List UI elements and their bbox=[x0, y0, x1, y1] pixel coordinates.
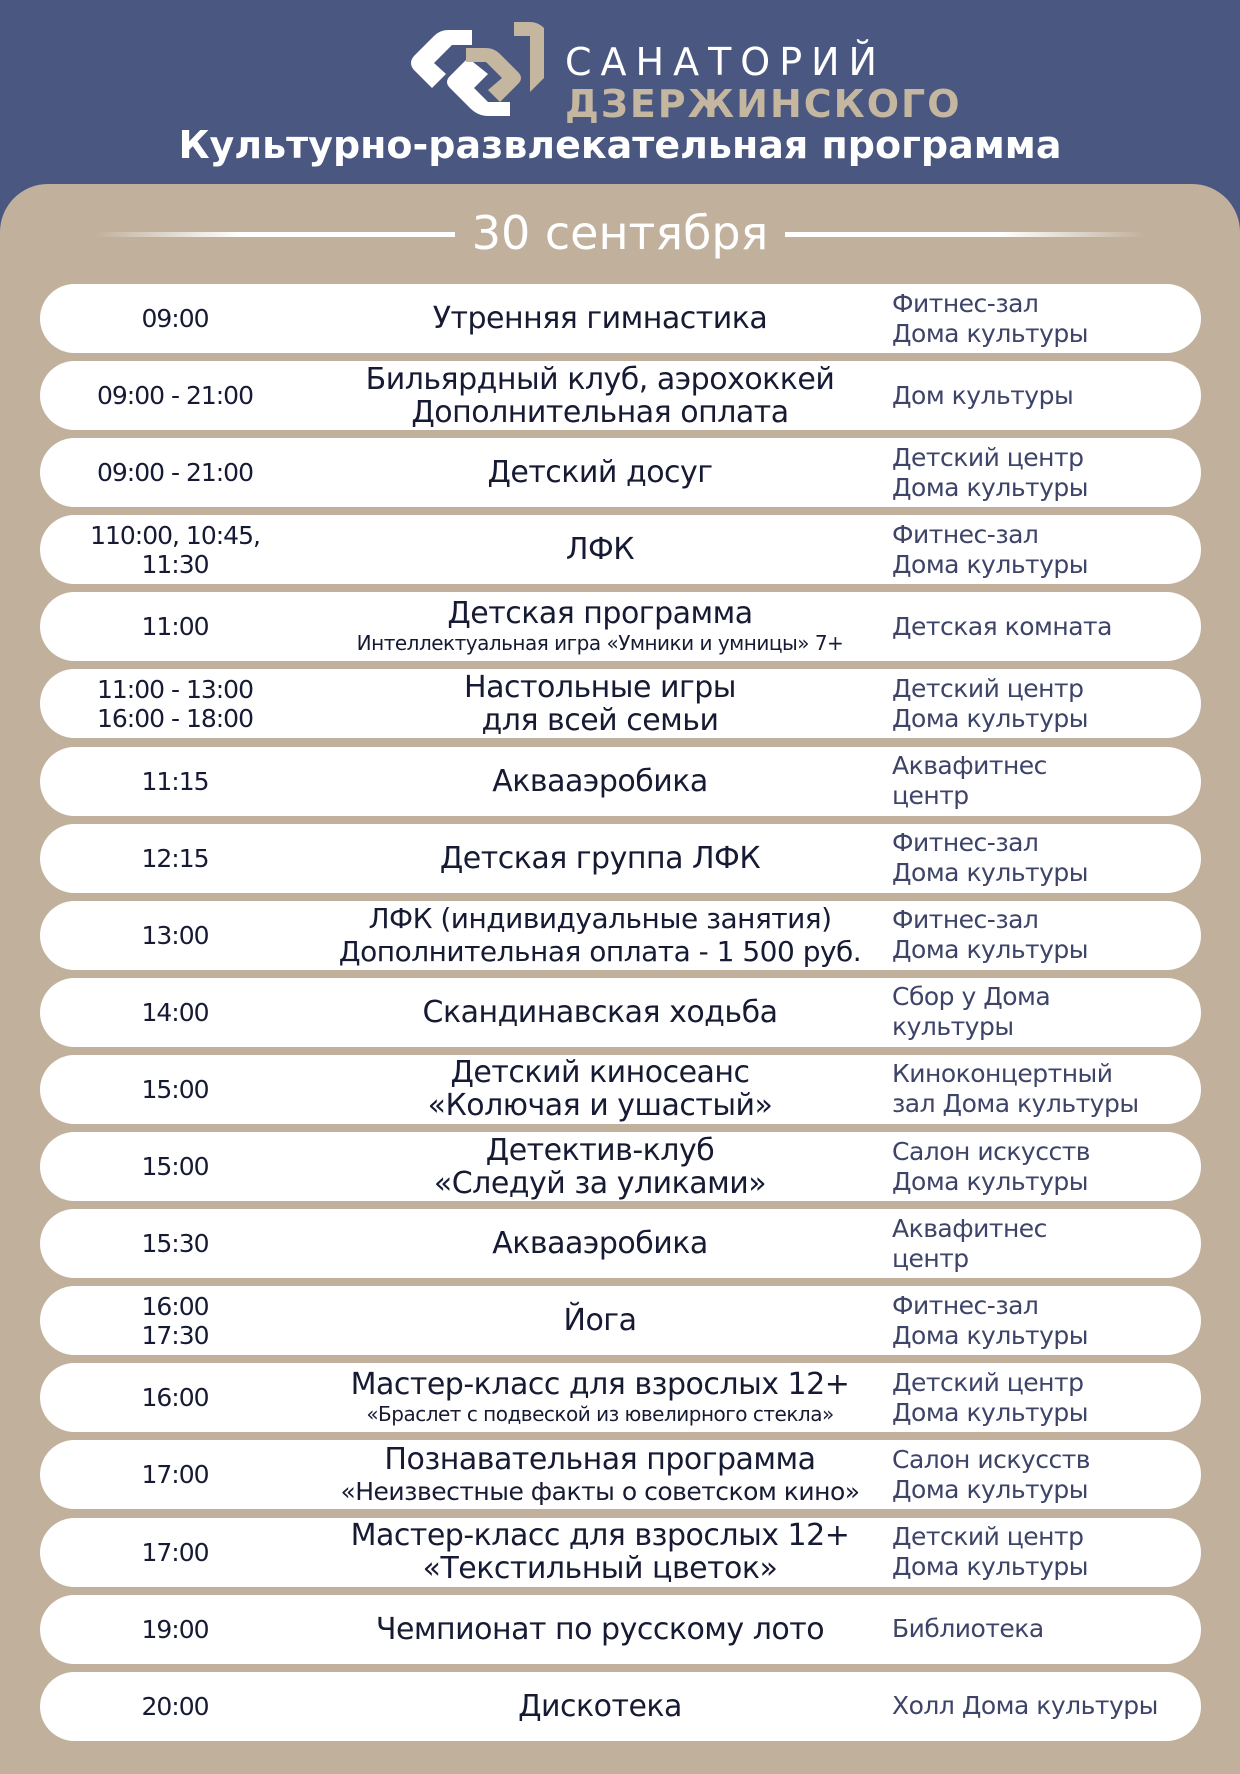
logo-icon bbox=[410, 18, 550, 128]
event-time bbox=[50, 592, 300, 661]
event-title-line: «Текстильный цветок» bbox=[422, 1551, 778, 1586]
schedule-row bbox=[40, 747, 1201, 816]
event-time-line: 15:00 bbox=[141, 1074, 209, 1104]
event-title-line: Аквааэробика bbox=[492, 763, 708, 799]
event-title bbox=[280, 747, 920, 816]
event-time bbox=[50, 747, 300, 816]
schedule-row bbox=[40, 592, 1201, 661]
event-location-line: Дома культуры bbox=[892, 858, 1089, 888]
event-title bbox=[280, 978, 920, 1047]
event-subtitle: «Браслет с подвеской из ювелирного стекла» bbox=[366, 1402, 834, 1427]
event-title-line: Дополнительная оплата bbox=[411, 394, 789, 430]
header bbox=[0, 0, 1240, 190]
schedule-row bbox=[40, 824, 1201, 893]
event-title bbox=[280, 1132, 920, 1201]
event-time bbox=[50, 1595, 300, 1664]
event-location-line: Салон искусств bbox=[892, 1136, 1091, 1166]
event-title-line: Детский досуг bbox=[487, 455, 713, 491]
event-time-line: 13:00 bbox=[141, 920, 209, 950]
event-title-line: Аквааэробика bbox=[492, 1226, 708, 1262]
event-title-line: Мастер-класс для взрослых 12+ bbox=[350, 1367, 850, 1403]
event-title bbox=[280, 1518, 920, 1587]
event-location bbox=[892, 284, 1192, 353]
schedule-row bbox=[40, 669, 1201, 738]
event-title-line: Скандинавская ходьба bbox=[422, 994, 778, 1030]
event-location-line: Детский центр bbox=[892, 673, 1084, 703]
event-title bbox=[280, 361, 920, 430]
event-location bbox=[892, 438, 1192, 507]
event-location-line: культуры bbox=[892, 1012, 1014, 1042]
event-location bbox=[892, 1055, 1192, 1124]
event-location-line: Фитнес-зал bbox=[892, 1290, 1039, 1320]
event-time-line: 16:00 bbox=[141, 1383, 209, 1413]
event-location-line: Дома культуры bbox=[892, 1320, 1089, 1350]
schedule-row bbox=[40, 1055, 1201, 1124]
event-time-line: 15:30 bbox=[141, 1229, 209, 1259]
event-title bbox=[280, 901, 920, 970]
event-title-line: Утренняя гимнастика bbox=[432, 301, 768, 336]
event-location-line: Детский центр bbox=[892, 442, 1084, 472]
event-title-line: ЛФК bbox=[565, 532, 635, 568]
event-subtitle: «Неизвестные факты о советском кино» bbox=[340, 1476, 860, 1506]
event-time bbox=[50, 1440, 300, 1509]
event-location bbox=[892, 1672, 1192, 1741]
event-location-line: Киноконцертный bbox=[892, 1059, 1113, 1089]
sanatorium-logo bbox=[410, 18, 962, 128]
event-time-line: 17:30 bbox=[141, 1320, 209, 1350]
event-location-line: Дома культуры bbox=[892, 1474, 1089, 1504]
schedule-row bbox=[40, 978, 1201, 1047]
event-location bbox=[892, 747, 1192, 816]
event-time bbox=[50, 1286, 300, 1355]
event-title-line: Йога bbox=[563, 1303, 637, 1339]
event-title bbox=[280, 1440, 920, 1509]
event-time-line: 11:00 bbox=[141, 612, 209, 642]
event-time bbox=[50, 284, 300, 353]
event-title-line: Чемпионат по русскому лото bbox=[375, 1611, 825, 1647]
schedule-row bbox=[40, 1286, 1201, 1355]
schedule-list bbox=[40, 284, 1201, 1749]
event-time bbox=[50, 438, 300, 507]
event-location-line: Дома культуры bbox=[892, 703, 1089, 733]
event-location-line: Фитнес-зал bbox=[892, 905, 1039, 935]
event-time-line: 09:00 - 21:00 bbox=[96, 381, 253, 411]
event-location bbox=[892, 515, 1192, 584]
event-time-line: 11:30 bbox=[141, 549, 209, 579]
event-time bbox=[50, 901, 300, 970]
event-title bbox=[280, 1286, 920, 1355]
event-time bbox=[50, 1055, 300, 1124]
event-location bbox=[892, 1132, 1192, 1201]
event-location bbox=[892, 592, 1192, 661]
event-location-line: Детский центр bbox=[892, 1367, 1084, 1397]
event-location-line: Дома культуры bbox=[892, 1166, 1089, 1196]
date-label: 30 сентября bbox=[471, 206, 769, 260]
schedule-row bbox=[40, 1363, 1201, 1432]
event-title bbox=[280, 669, 920, 738]
event-location-line: Сбор у Дома bbox=[892, 982, 1051, 1012]
event-time-line: 110:00, 10:45, bbox=[90, 520, 260, 550]
event-title-line: Детектив-клуб bbox=[485, 1132, 715, 1168]
event-title bbox=[280, 1209, 920, 1278]
schedule-row bbox=[40, 901, 1201, 970]
event-title-line: Детская программа bbox=[447, 596, 753, 632]
event-title bbox=[280, 592, 920, 661]
event-time bbox=[50, 978, 300, 1047]
event-title-line: «Следуй за уликами» bbox=[433, 1165, 767, 1201]
event-time-line: 11:15 bbox=[141, 766, 209, 796]
event-location bbox=[892, 1440, 1192, 1509]
event-time-line: 09:00 bbox=[141, 304, 209, 333]
event-location-line: Салон искусств bbox=[892, 1444, 1091, 1474]
event-time-line: 16:00 - 18:00 bbox=[96, 703, 253, 733]
event-title-line: Детский киносеанс bbox=[450, 1055, 750, 1091]
event-location-line: Фитнес-зал bbox=[892, 519, 1039, 549]
event-time-line: 14:00 bbox=[141, 997, 209, 1027]
event-location-line: Библиотека bbox=[892, 1614, 1044, 1644]
event-title-line: Настольные игры bbox=[464, 669, 736, 705]
event-location bbox=[892, 901, 1192, 970]
event-location bbox=[892, 1286, 1192, 1355]
event-title bbox=[280, 515, 920, 584]
schedule-row bbox=[40, 1518, 1201, 1587]
event-location bbox=[892, 1518, 1192, 1587]
event-time bbox=[50, 515, 300, 584]
event-title-line: Мастер-класс для взрослых 12+ bbox=[350, 1518, 850, 1553]
date-heading bbox=[0, 198, 1240, 268]
event-title bbox=[280, 1595, 920, 1664]
event-time-line: 09:00 - 21:00 bbox=[96, 458, 253, 488]
event-location-line: Детский центр bbox=[892, 1522, 1084, 1551]
event-location bbox=[892, 824, 1192, 893]
schedule-row bbox=[40, 1440, 1201, 1509]
event-location-line: зал Дома культуры bbox=[892, 1089, 1139, 1119]
event-time bbox=[50, 824, 300, 893]
event-title bbox=[280, 1672, 920, 1741]
event-title bbox=[280, 1363, 920, 1432]
schedule-row bbox=[40, 361, 1201, 430]
event-subtitle: Интеллектуальная игра «Умники и умницы» 7+ bbox=[356, 631, 844, 656]
schedule-row bbox=[40, 284, 1201, 353]
event-location-line: центр bbox=[892, 1243, 969, 1273]
event-location bbox=[892, 978, 1192, 1047]
logo-text-line1: САНАТОРИЙ bbox=[565, 40, 886, 84]
event-location bbox=[892, 669, 1192, 738]
event-location-line: Аквафитнес bbox=[892, 1213, 1047, 1243]
event-time bbox=[50, 361, 300, 430]
event-title-line: Дискотека bbox=[518, 1688, 682, 1724]
event-location-line: Дома культуры bbox=[892, 472, 1089, 502]
event-location-line: Дома культуры bbox=[892, 1397, 1089, 1427]
event-title bbox=[280, 824, 920, 893]
page-title: Культурно-развлекательная программа bbox=[178, 123, 1062, 167]
schedule-row bbox=[40, 1132, 1201, 1201]
event-time-line: 15:00 bbox=[141, 1152, 209, 1182]
event-location-line: центр bbox=[892, 781, 969, 811]
event-location-line: Холл Дома культуры bbox=[892, 1691, 1158, 1721]
event-title-line: Дополнительная оплата - 1 500 руб. bbox=[338, 935, 862, 969]
logo-text-line2: ДЗЕРЖИНСКОГО bbox=[565, 82, 962, 126]
event-location bbox=[892, 1595, 1192, 1664]
event-title-line: для всей семьи bbox=[481, 702, 719, 738]
event-time bbox=[50, 1672, 300, 1741]
event-time-line: 12:15 bbox=[141, 843, 209, 873]
event-time bbox=[50, 669, 300, 738]
event-title-line: ЛФК (индивидуальные занятия) bbox=[368, 902, 832, 936]
event-title bbox=[280, 1055, 920, 1124]
event-location-line: Дома культуры bbox=[892, 549, 1089, 579]
event-time-line: 20:00 bbox=[141, 1691, 209, 1721]
event-location-line: Аквафитнес bbox=[892, 751, 1047, 781]
event-title-line: «Колючая и ушастый» bbox=[427, 1088, 773, 1124]
schedule-row bbox=[40, 1595, 1201, 1664]
event-location bbox=[892, 361, 1192, 430]
event-time-line: 17:00 bbox=[141, 1537, 209, 1567]
event-title-line: Познавательная программа bbox=[384, 1441, 816, 1477]
schedule-row bbox=[40, 1672, 1201, 1741]
event-time-line: 17:00 bbox=[141, 1460, 209, 1490]
schedule-row bbox=[40, 438, 1201, 507]
event-location-line: Фитнес-зал bbox=[892, 288, 1039, 318]
event-title bbox=[280, 438, 920, 507]
event-location-line: Детская комната bbox=[892, 611, 1112, 641]
schedule-row bbox=[40, 515, 1201, 584]
event-time-line: 16:00 bbox=[141, 1291, 209, 1321]
event-time-line: 19:00 bbox=[141, 1614, 209, 1644]
event-time bbox=[50, 1132, 300, 1201]
event-location bbox=[892, 1209, 1192, 1278]
schedule-row bbox=[40, 1209, 1201, 1278]
event-time bbox=[50, 1209, 300, 1278]
event-location-line: Дома культуры bbox=[892, 935, 1089, 965]
event-time bbox=[50, 1518, 300, 1587]
event-location-line: Дома культуры bbox=[892, 1552, 1089, 1581]
event-title bbox=[280, 284, 920, 353]
event-location-line: Дом культуры bbox=[892, 380, 1074, 410]
event-time-line: 11:00 - 13:00 bbox=[96, 674, 253, 704]
event-location-line: Фитнес-зал bbox=[892, 828, 1039, 858]
event-title-line: Бильярдный клуб, аэрохоккей bbox=[365, 361, 835, 397]
event-location bbox=[892, 1363, 1192, 1432]
event-location-line: Дома культуры bbox=[892, 318, 1089, 348]
event-time bbox=[50, 1363, 300, 1432]
event-title-line: Детская группа ЛФК bbox=[439, 840, 761, 876]
